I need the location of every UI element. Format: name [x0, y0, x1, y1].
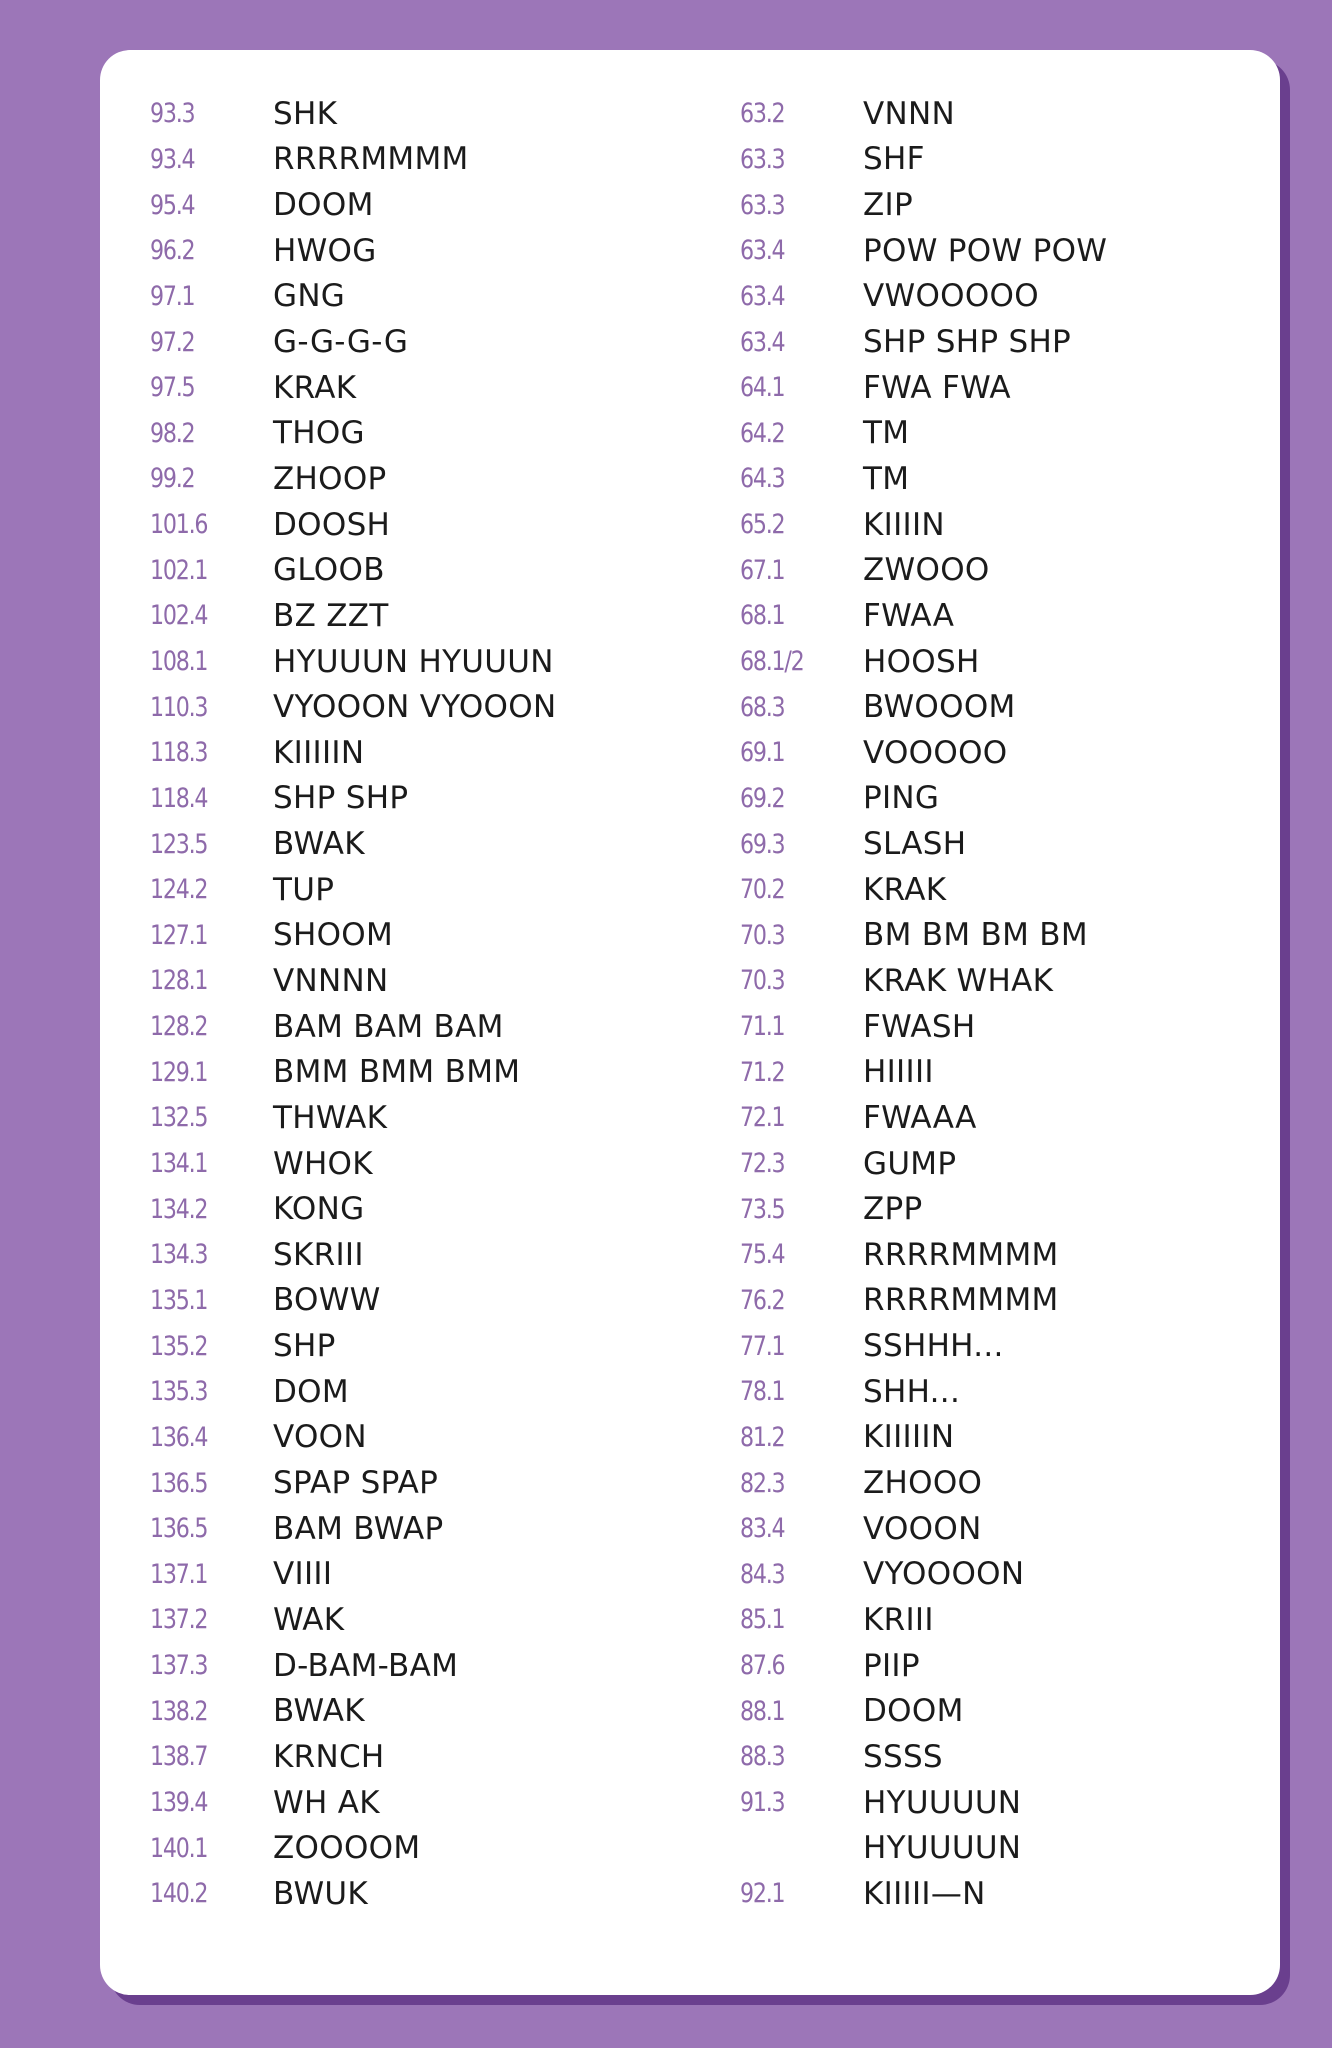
- sfx-row: [740, 593, 1107, 639]
- sfx-row: [740, 137, 1107, 183]
- page-ref-number: 63.3: [740, 143, 785, 175]
- sfx-row: [740, 1552, 1107, 1598]
- sfx-row: [150, 1597, 556, 1643]
- page-ref-number: 118.4: [150, 782, 208, 814]
- sfx-row: [740, 684, 1107, 730]
- page-ref-number: 96.2: [150, 235, 195, 267]
- sfx-row: [740, 1734, 1107, 1780]
- sound-effect-text: SHF: [863, 141, 925, 178]
- sfx-row: [740, 1597, 1107, 1643]
- sfx-row: [740, 639, 1107, 685]
- sfx-row: [150, 456, 556, 502]
- page-ref-number: 136.5: [150, 1467, 208, 1499]
- page-ref-number: 77.1: [740, 1330, 785, 1362]
- sound-effect-text: SPAP SPAP: [273, 1465, 439, 1502]
- sfx-row: [150, 1186, 556, 1232]
- sfx-row: [150, 730, 556, 776]
- sound-effect-text: POW POW POW: [863, 232, 1108, 269]
- sound-effect-text: KRAK WHAK: [863, 962, 1054, 999]
- sound-effect-text: HIIIII: [863, 1054, 934, 1091]
- sound-effect-text: BOWW: [273, 1282, 381, 1319]
- sound-effect-text: GNG: [273, 278, 346, 315]
- page-ref-number: 73.5: [740, 1193, 785, 1225]
- sound-effect-text: ZOOOOM: [273, 1830, 421, 1867]
- sfx-row: [150, 1552, 556, 1598]
- sound-effect-text: FWAAA: [863, 1099, 977, 1136]
- sound-effect-text: TM: [863, 415, 910, 452]
- sound-effect-text: KIIIIIN: [273, 734, 365, 771]
- sfx-row: [150, 1780, 556, 1826]
- sfx-row: [740, 1643, 1107, 1689]
- page-ref-number: 135.2: [150, 1330, 208, 1362]
- page-ref-number: 97.1: [150, 280, 195, 312]
- sound-effect-text: BAM BWAP: [273, 1510, 444, 1547]
- page-ref-number: 102.4: [150, 600, 208, 632]
- sound-effect-text: WH AK: [273, 1784, 380, 1821]
- sound-effect-text: THOG: [273, 415, 365, 452]
- page-ref-number: 93.4: [150, 143, 195, 175]
- page-ref-number: 137.1: [150, 1558, 208, 1590]
- sound-effect-text: SHK: [273, 95, 338, 132]
- page-ref-number: 68.1/2: [740, 646, 804, 677]
- page-ref-number: 140.2: [150, 1878, 208, 1910]
- page-ref-number: 69.1: [740, 737, 785, 769]
- sfx-row: [150, 182, 556, 228]
- page-ref-number: 124.2: [150, 874, 208, 906]
- sfx-row: [740, 228, 1107, 274]
- page-ref-number: 70.3: [740, 965, 785, 997]
- page-ref-number: 88.1: [740, 1695, 785, 1727]
- sound-effect-text: PIIP: [863, 1647, 920, 1684]
- sfx-row: [740, 1141, 1107, 1187]
- page-ref-number: 64.2: [740, 417, 785, 449]
- sfx-row: [150, 1825, 556, 1871]
- page-ref-number: 139.4: [150, 1787, 208, 1819]
- page-ref-number: 81.2: [740, 1421, 785, 1453]
- sound-effect-text: SLASH: [863, 826, 967, 863]
- sound-effect-text: SKRIII: [273, 1236, 364, 1273]
- sfx-row: [740, 365, 1107, 411]
- sound-effect-text: G-G-G-G: [273, 324, 409, 361]
- page-ref-number: 98.2: [150, 417, 195, 449]
- sound-effect-text: BWOOOM: [863, 689, 1016, 726]
- sound-effect-text: FWAA: [863, 597, 955, 634]
- page-ref-number: 87.6: [740, 1650, 785, 1682]
- sound-effect-text: ZHOOP: [273, 460, 387, 497]
- page-ref-number: 64.1: [740, 372, 785, 404]
- sfx-row: [150, 821, 556, 867]
- sfx-row: [740, 958, 1107, 1004]
- sound-effect-text: WHOK: [273, 1145, 373, 1182]
- page-ref-number: 91.3: [740, 1787, 785, 1819]
- sound-effect-text: SSSS: [863, 1738, 943, 1775]
- sfx-row: [740, 1095, 1107, 1141]
- sound-effect-text: KRAK: [863, 871, 947, 908]
- sound-effect-text: DOOM: [273, 187, 374, 224]
- page-ref-number: 63.4: [740, 280, 785, 312]
- sfx-row: [740, 1780, 1107, 1826]
- sound-effect-text: ZWOOO: [863, 552, 990, 589]
- sound-effect-text: VOON: [273, 1419, 367, 1456]
- sound-effect-text: GUMP: [863, 1145, 957, 1182]
- sfx-row: [150, 1415, 556, 1461]
- sfx-row: [150, 1369, 556, 1415]
- sound-effects-card: [100, 50, 1280, 1995]
- page-ref-number: 85.1: [740, 1604, 785, 1636]
- sound-effect-text: FWASH: [863, 1008, 976, 1045]
- sound-effect-text: FWA FWA: [863, 369, 1011, 406]
- sfx-row: [150, 1734, 556, 1780]
- page-ref-number: 129.1: [150, 1056, 208, 1088]
- sound-effect-text: HWOG: [273, 232, 377, 269]
- sfx-row: [150, 1004, 556, 1050]
- sound-effect-text: ZIP: [863, 187, 913, 224]
- sfx-row: [740, 1871, 1107, 1917]
- page-ref-number: 63.4: [740, 326, 785, 358]
- sfx-row: [150, 1278, 556, 1324]
- page-ref-number: 137.3: [150, 1650, 208, 1682]
- sound-effect-text: BMM BMM BMM: [273, 1054, 521, 1091]
- page-ref-number: 132.5: [150, 1102, 208, 1134]
- sfx-row: [740, 1825, 1107, 1871]
- sfx-row: [740, 410, 1107, 456]
- sfx-row: [150, 1871, 556, 1917]
- sfx-row: [740, 502, 1107, 548]
- page-ref-number: 136.4: [150, 1421, 208, 1453]
- page-ref-number: 68.3: [740, 691, 785, 723]
- sfx-row: [740, 1186, 1107, 1232]
- page-ref-number: 75.4: [740, 1239, 785, 1271]
- page-ref-number: 64.3: [740, 463, 785, 495]
- sound-effect-text: KIIIIIN: [863, 1419, 955, 1456]
- page-ref-number: 65.2: [740, 509, 785, 541]
- sound-effect-text: WAK: [273, 1601, 345, 1638]
- sfx-row: [740, 1049, 1107, 1095]
- sfx-row: [740, 456, 1107, 502]
- page-ref-number: 69.2: [740, 782, 785, 814]
- page-ref-number: 71.2: [740, 1056, 785, 1088]
- page-ref-number: 72.1: [740, 1102, 785, 1134]
- left-column: [150, 91, 556, 1917]
- sound-effect-text: KRNCH: [273, 1738, 385, 1775]
- sfx-row: [150, 1323, 556, 1369]
- page-ref-number: 102.1: [150, 554, 208, 586]
- sfx-row: [150, 365, 556, 411]
- sfx-row: [150, 867, 556, 913]
- sound-effect-text: VYOOON VYOOON: [273, 689, 557, 726]
- sound-effect-text: KRIII: [863, 1601, 934, 1638]
- sound-effect-text: TUP: [273, 871, 335, 908]
- sfx-row: [740, 821, 1107, 867]
- page-ref-number: 123.5: [150, 828, 208, 860]
- sfx-row: [150, 1232, 556, 1278]
- sfx-row: [740, 91, 1107, 137]
- page-ref-number: 71.1: [740, 1011, 785, 1043]
- sfx-row: [740, 1415, 1107, 1461]
- page-ref-number: 88.3: [740, 1741, 785, 1773]
- page-ref-number: 95.4: [150, 189, 195, 221]
- sfx-row: [150, 1095, 556, 1141]
- sound-effect-text: VOOOOO: [863, 734, 1008, 771]
- page-ref-number: 69.3: [740, 828, 785, 860]
- sfx-row: [740, 1688, 1107, 1734]
- sfx-row: [740, 1506, 1107, 1552]
- sfx-row: [150, 91, 556, 137]
- sound-effect-text: HYUUUUN: [863, 1830, 1022, 1867]
- sound-effect-text: HOOSH: [863, 643, 980, 680]
- page-ref-number: 134.1: [150, 1148, 208, 1180]
- sound-effect-text: BAM BAM BAM: [273, 1008, 504, 1045]
- sfx-row: [740, 1323, 1107, 1369]
- page-ref-number: 127.1: [150, 919, 208, 951]
- sound-effect-text: VYOOOON: [863, 1556, 1025, 1593]
- sfx-row: [150, 410, 556, 456]
- sfx-row: [150, 1688, 556, 1734]
- page-ref-number: 82.3: [740, 1467, 785, 1499]
- sfx-row: [740, 1004, 1107, 1050]
- page-ref-number: 68.1: [740, 600, 785, 632]
- sfx-row: [740, 547, 1107, 593]
- sfx-row: [150, 1643, 556, 1689]
- sound-effect-text: PING: [863, 780, 940, 817]
- page-ref-number: 99.2: [150, 463, 195, 495]
- sound-effect-text: ZHOOO: [863, 1465, 983, 1502]
- sfx-row: [150, 593, 556, 639]
- sound-effect-text: SHP SHP: [273, 780, 409, 817]
- page-ref-number: 97.2: [150, 326, 195, 358]
- page-ref-number: 134.2: [150, 1193, 208, 1225]
- sound-effect-text: VWOOOOO: [863, 278, 1039, 315]
- sound-effect-text: BWAK: [273, 826, 365, 863]
- page-ref-number: 137.2: [150, 1604, 208, 1636]
- sfx-row: [150, 1141, 556, 1187]
- page-ref-number: 138.7: [150, 1741, 208, 1773]
- sound-effect-text: RRRRMMMM: [863, 1282, 1059, 1319]
- page-ref-number: 108.1: [150, 646, 208, 677]
- page-ref-number: 92.1: [740, 1878, 785, 1910]
- page-ref-number: 110.3: [150, 691, 208, 723]
- sfx-row: [150, 502, 556, 548]
- sfx-row: [740, 730, 1107, 776]
- sound-effect-text: VNNN: [863, 95, 955, 132]
- sound-effect-text: DOOM: [863, 1693, 964, 1730]
- sound-effect-text: SHP: [273, 1328, 336, 1365]
- page-ref-number: 135.1: [150, 1284, 208, 1316]
- page-ref-number: 67.1: [740, 554, 785, 586]
- sound-effect-text: BM BM BM BM: [863, 917, 1088, 954]
- sound-effect-text: VNNNN: [273, 962, 389, 999]
- sfx-row: [150, 1049, 556, 1095]
- sound-effect-text: BZ ZZT: [273, 597, 389, 634]
- sound-effect-text: SSHHH...: [863, 1328, 1004, 1365]
- sfx-row: [740, 1369, 1107, 1415]
- sound-effect-text: TM: [863, 460, 910, 497]
- sfx-row: [150, 913, 556, 959]
- sound-effect-text: ZPP: [863, 1191, 923, 1228]
- sound-effect-text: KIIIIN: [863, 506, 945, 543]
- sfx-row: [150, 137, 556, 183]
- page-ref-number: 128.2: [150, 1011, 208, 1043]
- sfx-row: [740, 1278, 1107, 1324]
- sound-effect-text: KRAK: [273, 369, 357, 406]
- sfx-row: [150, 319, 556, 365]
- sound-effect-text: KONG: [273, 1191, 365, 1228]
- sound-effect-text: GLOOB: [273, 552, 385, 589]
- sound-effect-text: HYUUUUN: [863, 1784, 1022, 1821]
- sfx-row: [740, 776, 1107, 822]
- page-ref-number: 136.5: [150, 1513, 208, 1545]
- sfx-row: [150, 776, 556, 822]
- sound-effect-text: SHH...: [863, 1373, 961, 1410]
- sfx-row: [150, 228, 556, 274]
- sfx-row: [150, 1506, 556, 1552]
- page-ref-number: 140.1: [150, 1832, 208, 1864]
- sfx-row: [740, 1460, 1107, 1506]
- sound-effect-text: RRRRMMMM: [863, 1236, 1059, 1273]
- sound-effect-text: DOOSH: [273, 506, 391, 543]
- page-ref-number: 76.2: [740, 1284, 785, 1316]
- sound-effect-text: THWAK: [273, 1099, 388, 1136]
- page-ref-number: 63.2: [740, 98, 785, 130]
- sfx-row: [740, 274, 1107, 320]
- right-column: [740, 91, 1107, 1917]
- page-ref-number: 118.3: [150, 737, 208, 769]
- page-ref-number: 70.2: [740, 874, 785, 906]
- sound-effect-text: KIIIII—N: [863, 1875, 986, 1912]
- page-ref-number: 63.3: [740, 189, 785, 221]
- sfx-row: [150, 274, 556, 320]
- page-ref-number: 138.2: [150, 1695, 208, 1727]
- sound-effect-text: SHP SHP SHP: [863, 324, 1072, 361]
- sfx-row: [740, 182, 1107, 228]
- page-ref-number: 78.1: [740, 1376, 785, 1408]
- page-ref-number: 63.4: [740, 235, 785, 267]
- sfx-row: [740, 1232, 1107, 1278]
- sfx-row: [740, 319, 1107, 365]
- sfx-row: [150, 1460, 556, 1506]
- sound-effect-text: BWAK: [273, 1693, 365, 1730]
- page-ref-number: 93.3: [150, 98, 195, 130]
- sound-effect-text: RRRRMMMM: [273, 141, 469, 178]
- sound-effect-text: DOM: [273, 1373, 349, 1410]
- page-ref-number: 70.3: [740, 919, 785, 951]
- page-ref-number: 83.4: [740, 1513, 785, 1545]
- sfx-row: [150, 684, 556, 730]
- sfx-row: [150, 639, 556, 685]
- page-ref-number: 128.1: [150, 965, 208, 997]
- sfx-row: [740, 913, 1107, 959]
- sound-effect-text: VIIII: [273, 1556, 333, 1593]
- sfx-row: [150, 547, 556, 593]
- page-ref-number: 135.3: [150, 1376, 208, 1408]
- sfx-row: [740, 867, 1107, 913]
- sound-effect-text: HYUUUN HYUUUN: [273, 643, 554, 680]
- sfx-row: [150, 958, 556, 1004]
- sound-effect-text: D-BAM-BAM: [273, 1647, 459, 1684]
- page-ref-number: 101.6: [150, 509, 208, 541]
- sound-effect-text: SHOOM: [273, 917, 394, 954]
- sound-effect-text: BWUK: [273, 1875, 369, 1912]
- sound-effect-text: VOOON: [863, 1510, 982, 1547]
- page-ref-number: 72.3: [740, 1148, 785, 1180]
- page-ref-number: 134.3: [150, 1239, 208, 1271]
- page-ref-number: 97.5: [150, 372, 195, 404]
- page-ref-number: 84.3: [740, 1558, 785, 1590]
